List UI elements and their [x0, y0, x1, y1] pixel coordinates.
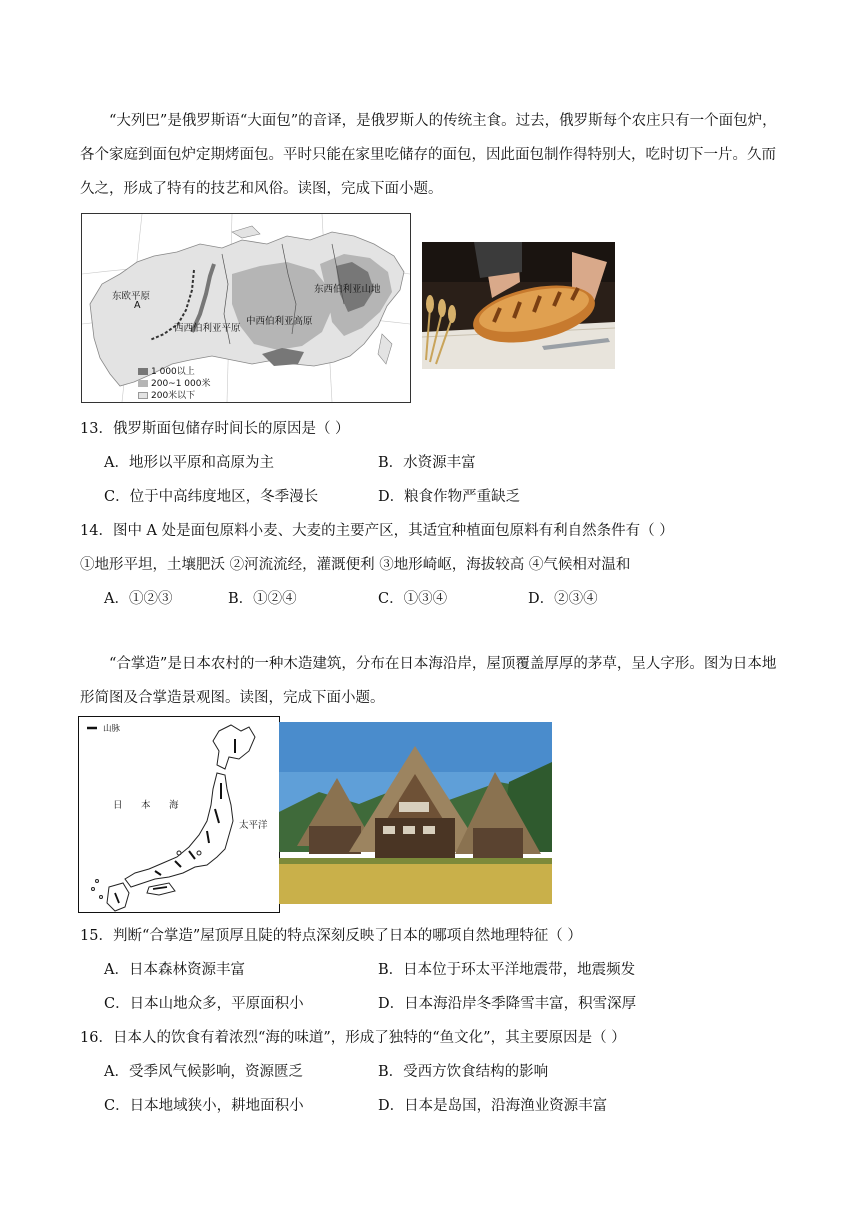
question-13-stem: 13．俄罗斯面包储存时间长的原因是（ ） [80, 421, 350, 437]
bread-photo [422, 242, 615, 369]
label-sea-of-japan-1: 日 [113, 800, 123, 811]
label-east-european-plain: 东欧平原 [112, 291, 151, 302]
legend-swatch [138, 368, 148, 375]
legend-item: 1 000以上 [138, 364, 195, 377]
label-point-a: A [134, 300, 141, 311]
question-15-stem: 15．判断“合掌造”屋顶厚且陡的特点深刻反映了日本的哪项自然地理特征（ ） [80, 928, 582, 944]
intro-paragraph-gassho: “合掌造”是日本农村的一种木造建筑，分布在日本海沿岸，屋顶覆盖厚厚的茅草，呈人字形。图为日本地形简图及合掌造景观图。读图，完成下面小题。 [80, 656, 777, 706]
q13-option-d[interactable]: D．粮食作物严重缺乏 [378, 489, 521, 505]
q14-option-a[interactable]: A．①②③ [104, 591, 173, 607]
label-central-siberian-plateau: 中西伯利亚高原 [246, 316, 313, 327]
japan-map-graphic [79, 717, 279, 912]
q14-option-d[interactable]: D．②③④ [528, 591, 598, 607]
gassho-photo-graphic [279, 722, 552, 904]
q15-option-d[interactable]: D．日本海沿岸冬季降雪丰富，积雪深厚 [378, 996, 637, 1012]
q13-option-c[interactable]: C．位于中高纬度地区，冬季漫长 [104, 489, 319, 505]
q13-option-a[interactable]: A．地形以平原和高原为主 [104, 455, 274, 471]
japan-legend-mountains: 山脉 [103, 724, 121, 734]
q15-option-c[interactable]: C．日本山地众多，平原面积小 [104, 996, 304, 1012]
q16-option-a[interactable]: A．受季风气候影响，资源匮乏 [104, 1064, 303, 1080]
label-pacific-ocean: 太平洋 [239, 820, 268, 831]
legend-swatch [138, 392, 148, 399]
question-14-statements: ①地形平坦，土壤肥沃 ②河流流经，灌溉便利 ③地形崎岖，海拔较高 ④气候相对温和 [80, 557, 631, 573]
q16-option-b[interactable]: B．受西方饮食结构的影响 [378, 1064, 549, 1080]
q16-option-d[interactable]: D．日本是岛国，沿海渔业资源丰富 [378, 1098, 608, 1114]
japan-terrain-map [78, 716, 280, 913]
label-sea-of-japan-3: 海 [169, 800, 179, 811]
bread-photo-graphic [422, 242, 615, 369]
legend-item: 200米以下 [138, 388, 195, 401]
q15-option-a[interactable]: A．日本森林资源丰富 [104, 962, 245, 978]
gassho-zukuri-photo [279, 722, 552, 904]
label-east-siberian-mountains: 东西伯利亚山地 [314, 284, 381, 295]
russia-terrain-map [81, 213, 411, 403]
q16-option-c[interactable]: C．日本地域狭小，耕地面积小 [104, 1098, 304, 1114]
label-west-siberian-plain: 西西伯利亚平原 [174, 323, 241, 334]
q14-option-b[interactable]: B．①②④ [228, 591, 297, 607]
q14-option-c[interactable]: C．①③④ [378, 591, 448, 607]
question-16-stem: 16．日本人的饮食有着浓烈“海的味道”，形成了独特的“鱼文化”，其主要原因是（ ） [80, 1030, 626, 1046]
legend-swatch [138, 380, 148, 387]
question-14-stem: 14．图中 A 处是面包原料小麦、大麦的主要产区，其适宜种植面包原料有利自然条件有（ ） [80, 523, 674, 539]
legend-item: 200~1 000米 [138, 376, 211, 389]
q13-option-b[interactable]: B．水资源丰富 [378, 455, 476, 471]
label-sea-of-japan-2: 本 [141, 800, 151, 811]
russia-map-graphic [82, 214, 410, 402]
q15-option-b[interactable]: B．日本位于环太平洋地震带，地震频发 [378, 962, 636, 978]
intro-paragraph-bread: “大列巴”是俄罗斯语“大面包”的音译，是俄罗斯人的传统主食。过去，俄罗斯每个农庄只有一个面包炉，各个家庭到面包炉定期烤面包。平时只能在家里吃储存的面包，因此面包制作得特别大，吃时切下一片。久而久之，形成了特有的技艺和风俗。读图，完成下面小题。 [80, 113, 777, 197]
